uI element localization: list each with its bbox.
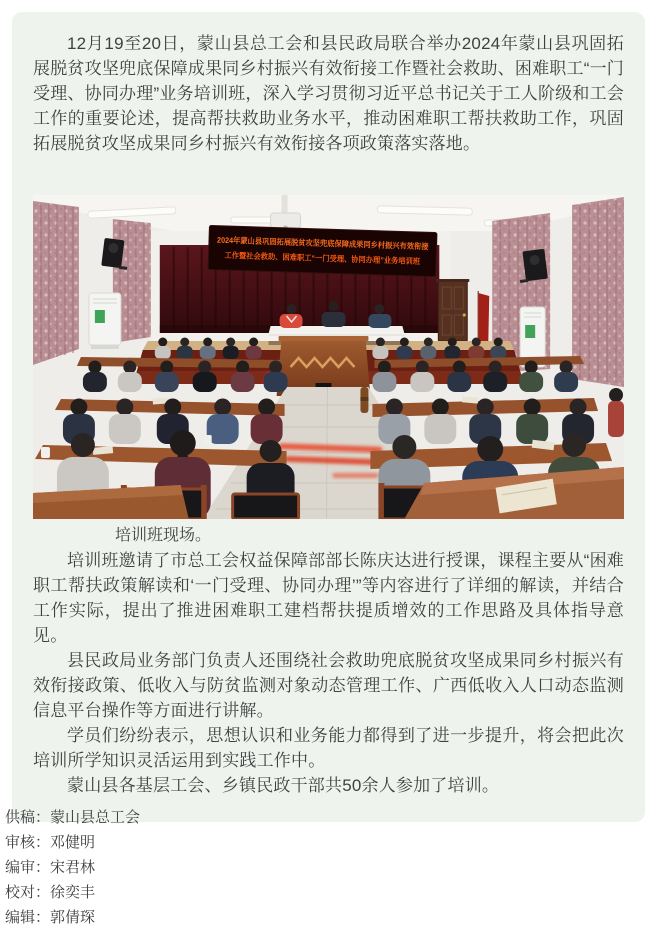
led-banner-line1: 2024年蒙山县巩固拓展脱贫攻坚兜底保障成果同乡村振兴有效衔接 (216, 235, 451, 253)
credit-contributor: 供稿：蒙山县总工会 (5, 809, 141, 826)
paragraph-4: 学员们纷纷表示，思想认识和业务能力都得到了进一步提升，将会把此次培训所学知识灵活运用到实践工作中。 (33, 726, 624, 770)
paragraph-3: 县民政局业务部门负责人还围绕社会救助兜底脱贫攻坚成果同乡村振兴有效衔接政策、低收入与防贫监测对象动态管理工作、广西低收入人口动态监测信息平台操作等方面进行讲解。 (33, 651, 624, 720)
paragraph-2: 培训班邀请了市总工会权益保障部部长陈庆达进行授课，课程主要从“困难职工帮扶政策解读和‘一门受理、协同办理’”等内容进行了详细的解读，并结合工作实际，提出了推进困难职工建档帮扶提质增效的工作思路及具体指导意见。 (33, 551, 624, 645)
credit-reviewer: 审核：邓健明 (5, 834, 96, 851)
training-photo-image (33, 195, 624, 519)
led-banner (208, 225, 451, 276)
paragraph-5: 蒙山县各基层工会、乡镇民政干部共50余人参加了培训。 (67, 776, 500, 795)
credit-editor-in-chief: 编审：宋君林 (5, 859, 96, 876)
article-card (12, 12, 645, 822)
credit-editor: 编辑：郭倩琛 (5, 909, 96, 926)
training-photo (33, 195, 624, 519)
credits-block (5, 805, 140, 930)
lead-paragraph: 12月19至20日，蒙山县总工会和县民政局联合举办2024年蒙山县巩固拓展脱贫攻坚兜底保障成果同乡村振兴有效衔接工作暨社会救助、困难职工“一门受理、协同办理”业务培训班，深入学习贯彻习近平总书记关于工人阶级和工会工作的重要论述，提高帮扶救助业务水平，推动困难职工帮扶救助工作，巩固拓展脱贫攻坚成果同乡村振兴有效衔接各项政策落实落地。 (33, 34, 624, 153)
led-banner-line2: 工作暨社会救助、困难职工“一门受理、协同办理”业务培训班 (224, 250, 440, 267)
photo-caption: 培训班现场。 (115, 527, 212, 544)
credit-proofreader: 校对：徐奕丰 (5, 884, 96, 901)
